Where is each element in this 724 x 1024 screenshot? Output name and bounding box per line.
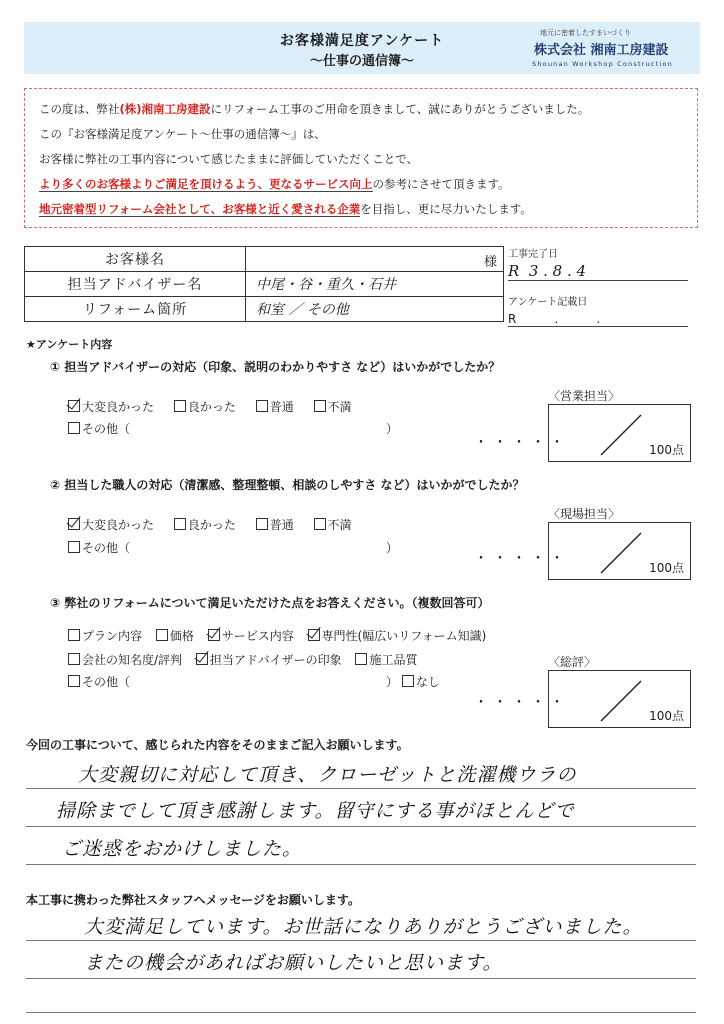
- q3-option-plan[interactable]: プラン内容: [68, 629, 142, 643]
- q2-options: [68, 516, 352, 533]
- q1-option-dissatisfied[interactable]: 不満: [314, 400, 352, 414]
- checkbox-checked-icon: [68, 518, 80, 530]
- message-rule: [26, 978, 696, 979]
- intro-line-5: 地元密着型リフォーム会社として、お客様と近く愛される企業を目指し、更に尽力いたします。: [39, 202, 532, 216]
- checkbox-icon: [156, 629, 168, 641]
- company-name-en: Shounan Workshop Construction: [532, 60, 673, 68]
- q2-option-other[interactable]: その他（: [68, 539, 130, 556]
- q3-option-quality[interactable]: 施工品質: [355, 653, 417, 667]
- checkbox-icon: [256, 518, 268, 530]
- customer-name-field[interactable]: [246, 247, 504, 272]
- q3-option-price[interactable]: 価格: [156, 629, 194, 643]
- message-line-2[interactable]: またの機会があればお願いしたいと思います。: [84, 952, 503, 974]
- q3-option-other[interactable]: その他（: [68, 673, 130, 690]
- q2-option-dissatisfied[interactable]: 不満: [314, 518, 352, 532]
- q1-score-label: 〈営業担当〉: [548, 389, 621, 403]
- comments-line-1[interactable]: 大変親切に対応して頂き、クローゼットと洗濯機ウラの: [78, 764, 577, 786]
- checkbox-icon: [402, 675, 414, 687]
- q3-other-close: ） なし: [386, 675, 440, 689]
- advisor-field[interactable]: 中尾・谷・重久・石井: [246, 272, 504, 297]
- intro-line-3: お客様に弊社の工事内容について感じたままに評価していただくことで、: [39, 152, 419, 166]
- q3-option-reputation[interactable]: 会社の知名度/評判: [68, 653, 182, 667]
- checkbox-icon: [68, 675, 80, 687]
- q3-title: ③ 弊社のリフォームについて満足いただけた点をお答えください。（複数回答可）: [50, 596, 490, 610]
- checkbox-icon: [174, 518, 186, 530]
- survey-date-label: アンケート記載日: [508, 297, 588, 308]
- intro-box: [24, 88, 698, 228]
- checkbox-icon: [314, 400, 326, 412]
- q1-option-other[interactable]: その他（: [68, 420, 130, 437]
- q3-score-label: 〈総評〉: [548, 655, 597, 669]
- q3-row-1: [68, 627, 486, 644]
- customer-info-table: [24, 246, 504, 322]
- intro-line-2: この『お客様満足度アンケート〜仕事の通信簿〜』は、: [39, 127, 326, 141]
- customer-name-label: お客様名: [25, 247, 246, 272]
- company-name: 株式会社 湘南工房建設: [534, 43, 669, 58]
- comments-line-2[interactable]: 掃除までして頂き感謝します。留守にする事がほとんどで: [56, 800, 575, 822]
- q2-other-close: ）: [386, 541, 399, 555]
- checkbox-checked-icon: [68, 400, 80, 412]
- form-subtitle: 〜仕事の通信簿〜: [309, 54, 414, 69]
- checkbox-checked-icon: [208, 629, 220, 641]
- q2-score-max: 100点: [649, 561, 684, 575]
- q2-score-box[interactable]: [548, 522, 691, 580]
- advisor-label: 担当アドバイザー名: [25, 272, 246, 297]
- q3-score-box[interactable]: [548, 670, 691, 728]
- comments-rule: [26, 826, 696, 827]
- checkbox-icon: [68, 541, 80, 553]
- survey-date-field[interactable]: R . .: [508, 312, 688, 327]
- company-tagline: 地元に密着したすまいづくり: [540, 29, 631, 37]
- q2-option-excellent[interactable]: 大変良かった: [68, 518, 154, 532]
- intro-line-1: この度は、弊社(株)湘南工房建設にリフォーム工事のご用命を頂きまして、誠にありがとうございました。: [39, 102, 590, 116]
- q3-option-service[interactable]: サービス内容: [208, 629, 294, 643]
- checkbox-checked-icon: [196, 653, 208, 665]
- checkbox-icon: [256, 400, 268, 412]
- q3-row-2: [68, 651, 417, 668]
- comments-rule: [26, 864, 696, 865]
- message-heading: 本工事に携わった弊社スタッフへメッセージをお願いします。: [26, 893, 360, 907]
- comments-line-3[interactable]: ご迷惑をおかけしました。: [62, 838, 303, 860]
- form-header: [24, 22, 700, 74]
- q1-options: [68, 398, 352, 415]
- q1-score-max: 100点: [649, 443, 684, 457]
- q2-score-label: 〈現場担当〉: [548, 507, 621, 521]
- checkbox-icon: [68, 422, 80, 434]
- location-field[interactable]: 和室 ／ その他: [246, 297, 504, 322]
- comments-rule: [26, 788, 696, 789]
- message-rule: [26, 940, 696, 941]
- survey-heading: ★アンケート内容: [26, 338, 113, 351]
- q3-option-none[interactable]: なし: [402, 675, 440, 689]
- q1-title: ① 担当アドバイザーの対応（印象、説明のわかりやすさ など）はいかがでしたか？: [50, 360, 501, 374]
- q1-option-normal[interactable]: 普通: [256, 400, 294, 414]
- checkbox-icon: [174, 400, 186, 412]
- sama-suffix: 様: [483, 255, 497, 270]
- location-label: リフォーム箇所: [25, 297, 246, 322]
- q1-option-good[interactable]: 良かった: [174, 400, 236, 414]
- comments-heading: 今回の工事について、感じられた内容をそのままご記入お願いします。: [26, 738, 409, 752]
- intro-line-4: より多くのお客様よりご満足を頂けるよう、更なるサービス向上の参考にさせて頂きます。: [39, 177, 510, 191]
- checkbox-icon: [68, 653, 80, 665]
- checkbox-icon: [355, 653, 367, 665]
- completion-date-field[interactable]: R 3 . 8 . 4: [508, 262, 688, 281]
- checkbox-checked-icon: [308, 629, 320, 641]
- q3-option-expertise[interactable]: 専門性(幅広いリフォーム知識): [308, 629, 487, 643]
- q1-option-excellent[interactable]: 大変良かった: [68, 400, 154, 414]
- checkbox-icon: [314, 518, 326, 530]
- q2-option-good[interactable]: 良かった: [174, 518, 236, 532]
- message-rule: [26, 1012, 696, 1013]
- q2-option-normal[interactable]: 普通: [256, 518, 294, 532]
- completion-date-label: 工事完了日: [508, 249, 558, 260]
- form-title: お客様満足度アンケート: [279, 33, 445, 49]
- q3-dots: ・・・・・: [474, 695, 569, 711]
- checkbox-icon: [68, 629, 80, 641]
- q3-score-max: 100点: [649, 709, 684, 723]
- q2-title: ② 担当した職人の対応（清潔感、整理整頓、相談のしやすさ など）はいかがでしたか？: [50, 478, 525, 492]
- q1-score-box[interactable]: [548, 404, 691, 462]
- q2-dots: ・・・・・: [474, 551, 569, 567]
- q1-dots: ・・・・・: [474, 435, 569, 451]
- q1-other-close: ）: [386, 422, 399, 436]
- message-line-1[interactable]: 大変満足しています。お世話になりありがとうございました。: [84, 916, 643, 938]
- q3-option-advisor[interactable]: 担当アドバイザーの印象: [196, 653, 342, 667]
